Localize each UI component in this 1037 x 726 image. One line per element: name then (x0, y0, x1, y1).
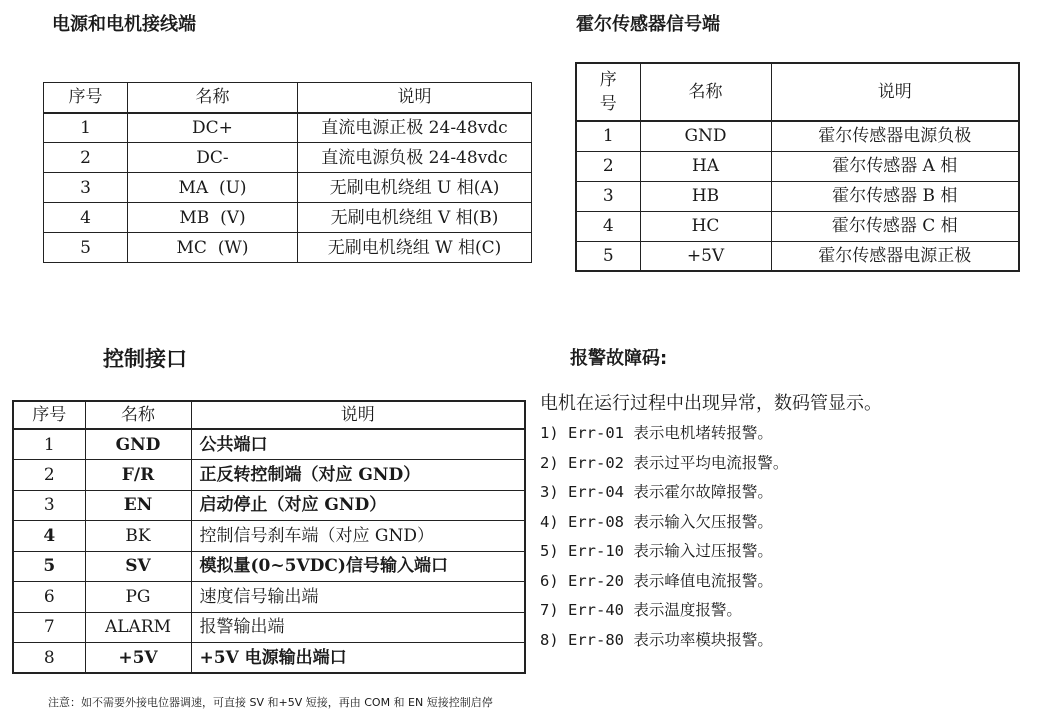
description-cell: 控制信号刹车端（对应 GND） (191, 521, 525, 552)
description-cell: 启动停止（对应 GND） (191, 490, 525, 521)
row-number-cell: 6 (13, 582, 85, 613)
hall-sensor-table (575, 62, 1020, 272)
name-cell: BK (85, 521, 191, 552)
table-row (13, 521, 525, 552)
name-cell: GND (640, 121, 771, 151)
table-row (44, 113, 532, 143)
description-cell: 公共端口 (191, 429, 525, 460)
name-cell: F/R (85, 460, 191, 491)
column-header: 名称 (640, 63, 771, 121)
table-row (576, 211, 1019, 241)
row-number-cell: 4 (44, 203, 128, 233)
column-header: 名称 (128, 83, 298, 113)
alarm-code-item: 2) Err-02 表示过平均电流报警。 (540, 453, 789, 472)
table-row (576, 151, 1019, 181)
name-cell: +5V (85, 643, 191, 674)
row-number-cell: 2 (576, 151, 640, 181)
description-cell: 无刷电机绕组 U 相(A) (298, 173, 532, 203)
alarm-code-item: 1) Err-01 表示电机堵转报警。 (540, 424, 773, 442)
alarm-section-title: 报警故障码: (570, 348, 668, 369)
description-cell: 霍尔传感器 B 相 (771, 181, 1019, 211)
table-row (13, 612, 525, 643)
table-row (576, 241, 1019, 271)
row-number-cell: 7 (13, 612, 85, 643)
alarm-code-item: 5) Err-10 表示输入过压报警。 (540, 542, 773, 560)
description-cell: 正反转控制端（对应 GND） (191, 460, 525, 491)
row-number-cell: 5 (576, 241, 640, 271)
description-cell: 速度信号输出端 (191, 582, 525, 613)
table-row (44, 143, 532, 173)
footnote: 注意：如不需要外接电位器调速，可直接 SV 和+5V 短接，再由 COM 和 EN 短接控制启停 (48, 696, 493, 709)
table-header-row (13, 401, 525, 429)
row-number-cell: 1 (576, 121, 640, 151)
table-row (576, 121, 1019, 151)
alarm-code-item: 8) Err-80 表示功率模块报警。 (540, 630, 773, 649)
name-cell: DC- (128, 143, 298, 173)
column-header: 名称 (85, 401, 191, 429)
row-number-cell: 5 (13, 551, 85, 582)
row-number-cell: 3 (576, 181, 640, 211)
column-header: 说明 (298, 83, 532, 113)
description-cell: 直流电源正极 24-48vdc (298, 113, 532, 143)
column-header: 序号 (44, 83, 128, 113)
name-cell: ALARM (85, 612, 191, 643)
description-cell: 霍尔传感器电源负极 (771, 121, 1019, 151)
power-terminal-table (43, 82, 532, 263)
table-row (44, 173, 532, 203)
name-cell: PG (85, 582, 191, 613)
table-row (13, 429, 525, 460)
name-cell: MB (V) (128, 203, 298, 233)
column-header: 说明 (771, 63, 1019, 121)
description-cell: 霍尔传感器电源正极 (771, 241, 1019, 271)
column-header: 序 号 (576, 63, 640, 121)
alarm-code-item: 3) Err-04 表示霍尔故障报警。 (540, 483, 773, 501)
description-cell: 报警输出端 (191, 612, 525, 643)
alarm-code-list (540, 419, 788, 655)
name-cell: MC (W) (128, 233, 298, 263)
name-cell: DC+ (128, 113, 298, 143)
control-interface-table (12, 400, 526, 674)
table-row (13, 460, 525, 491)
name-cell: GND (85, 429, 191, 460)
row-number-cell: 4 (13, 521, 85, 552)
row-number-cell: 2 (44, 143, 128, 173)
hall-section-title: 霍尔传感器信号端 (576, 14, 720, 35)
description-cell: 无刷电机绕组 V 相(B) (298, 203, 532, 233)
table-row (44, 233, 532, 263)
table-row (44, 203, 532, 233)
alarm-code-item: 6) Err-20 表示峰值电流报警。 (540, 571, 773, 590)
description-cell: 无刷电机绕组 W 相(C) (298, 233, 532, 263)
description-cell: 霍尔传感器 C 相 (771, 211, 1019, 241)
description-cell: +5V 电源输出端口 (191, 643, 525, 674)
row-number-cell: 4 (576, 211, 640, 241)
name-cell: HA (640, 151, 771, 181)
table-header-row (44, 83, 532, 113)
power-section-title: 电源和电机接线端 (52, 14, 196, 35)
table-row (13, 490, 525, 521)
row-number-cell: 2 (13, 460, 85, 491)
name-cell: EN (85, 490, 191, 521)
description-cell: 直流电源负极 24-48vdc (298, 143, 532, 173)
table-row (13, 643, 525, 674)
row-number-cell: 1 (13, 429, 85, 460)
control-section-title: 控制接口 (103, 347, 187, 371)
name-cell: HC (640, 211, 771, 241)
alarm-code-item: 4) Err-08 表示输入欠压报警。 (540, 512, 773, 531)
row-number-cell: 3 (13, 490, 85, 521)
column-header: 说明 (191, 401, 525, 429)
table-row (576, 181, 1019, 211)
name-cell: +5V (640, 241, 771, 271)
row-number-cell: 1 (44, 113, 128, 143)
column-header: 序号 (13, 401, 85, 429)
name-cell: HB (640, 181, 771, 211)
description-cell: 霍尔传感器 A 相 (771, 151, 1019, 181)
row-number-cell: 5 (44, 233, 128, 263)
name-cell: MA (U) (128, 173, 298, 203)
alarm-code-item: 7) Err-40 表示温度报警。 (540, 601, 742, 619)
description-cell: 模拟量(0~5VDC)信号输入端口 (191, 551, 525, 582)
row-number-cell: 3 (44, 173, 128, 203)
name-cell: SV (85, 551, 191, 582)
alarm-intro: 电机在运行过程中出现异常，数码管显示。 (540, 393, 882, 414)
table-header-row (576, 63, 1019, 121)
table-row (13, 551, 525, 582)
row-number-cell: 8 (13, 643, 85, 674)
table-row (13, 582, 525, 613)
